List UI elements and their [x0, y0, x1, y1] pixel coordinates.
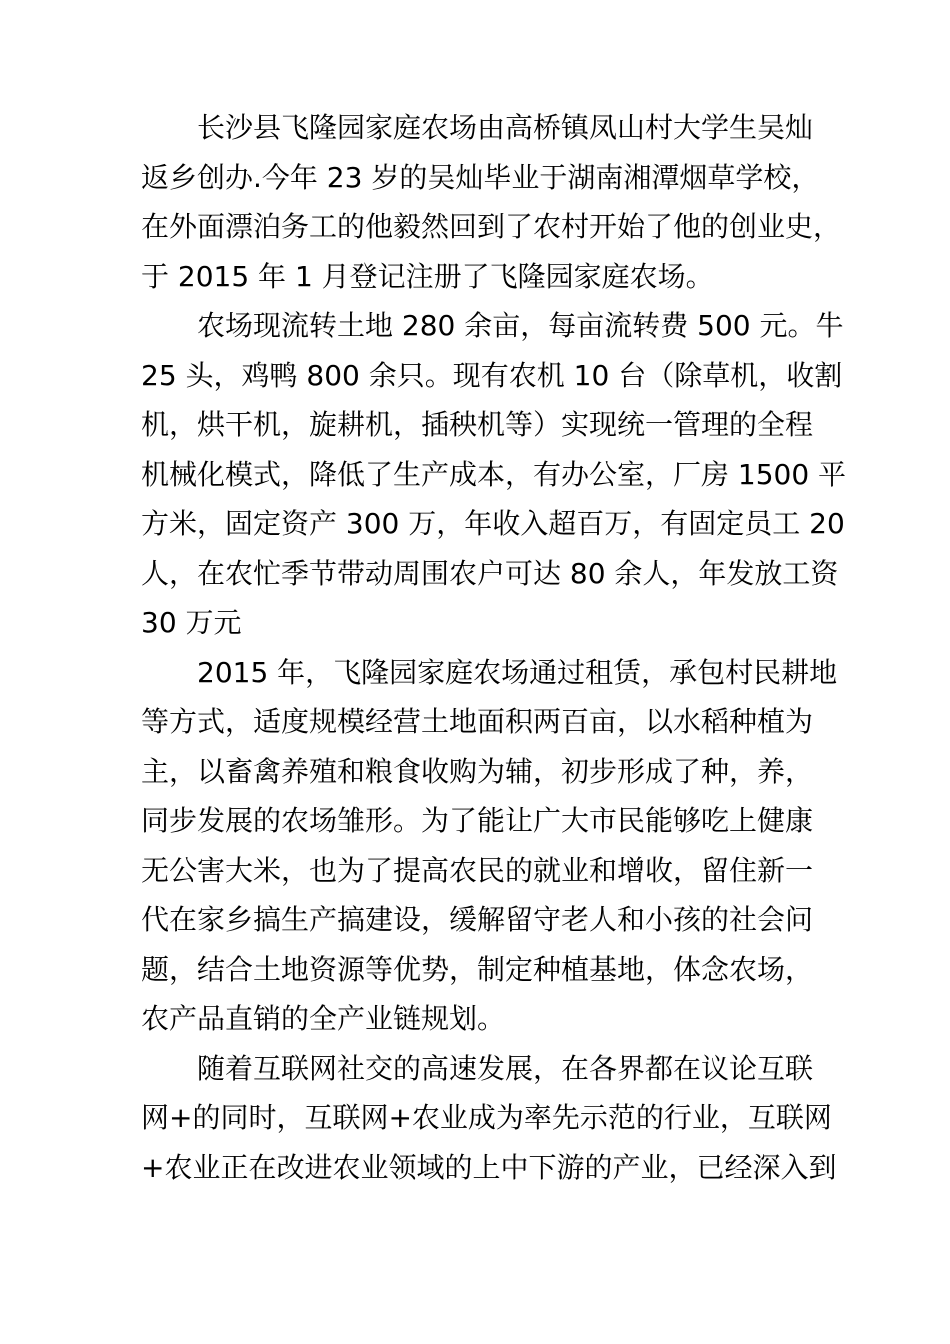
text-line: 于 2015 年 1 月登记注册了飞隆园家庭农场。: [141, 259, 714, 293]
text-line: 机械化模式，降低了生产成本，有办公室，厂房 1500 平: [141, 457, 847, 491]
text-line: 代在家乡搞生产搞建设，缓解留守老人和小孩的社会问: [141, 903, 814, 936]
text-line: 人，在农忙季节带动周围农户可达 80 余人，年发放工资: [141, 556, 839, 590]
text-line: 2015 年，飞隆园家庭农场通过租赁，承包村民耕地: [197, 655, 838, 689]
text-line: 30 万元: [141, 606, 242, 639]
text-line: 随着互联网社交的高速发展，在各界都在议论互联: [197, 1051, 814, 1085]
text-line: 网+的同时，互联网+农业成为率先示范的行业，互联网: [141, 1101, 832, 1134]
text-line: 长沙县飞隆园家庭农场由高桥镇凤山村大学生吴灿: [197, 111, 814, 144]
text-line: 农场现流转土地 280 余亩，每亩流转费 500 元。牛: [197, 309, 844, 342]
paragraph-1: [141, 103, 853, 301]
text-line: 25 头，鸡鸭 800 余只。现有农机 10 台（除草机，收割: [141, 358, 843, 392]
text-line: 农产品直销的全产业链规划。: [141, 1002, 506, 1035]
text-line: 方米，固定资产 300 万，年收入超百万，有固定员工 20: [141, 507, 845, 540]
text-line: 主，以畜禽养殖和粮食收购为辅，初步形成了种，养，: [141, 754, 814, 788]
text-line: 题，结合土地资源等优势，制定种植基地，体念农场，: [141, 952, 814, 986]
text-line: 返乡创办.今年 23 岁的吴灿毕业于湖南湘潭烟草学校，: [141, 160, 820, 194]
text-line: 同步发展的农场雏形。为了能让广大市民能够吃上健康: [141, 804, 814, 837]
text-line: +农业正在改进农业领域的上中下游的产业，已经深入到: [141, 1150, 837, 1184]
paragraph-3: [141, 648, 853, 1044]
text-line: 等方式，适度规模经营土地面积两百亩，以水稻种植为: [141, 705, 814, 738]
text-line: 在外面漂泊务工的他毅然回到了农村开始了他的创业史，: [141, 210, 842, 243]
paragraph-4: [141, 1044, 853, 1193]
text-line: 无公害大米，也为了提高农民的就业和增收，留住新一: [141, 853, 814, 887]
paragraph-2: [141, 301, 853, 648]
body-text: [141, 103, 853, 1192]
text-line: 机，烘干机，旋耕机，插秧机等）实现统一管理的全程: [141, 408, 814, 441]
